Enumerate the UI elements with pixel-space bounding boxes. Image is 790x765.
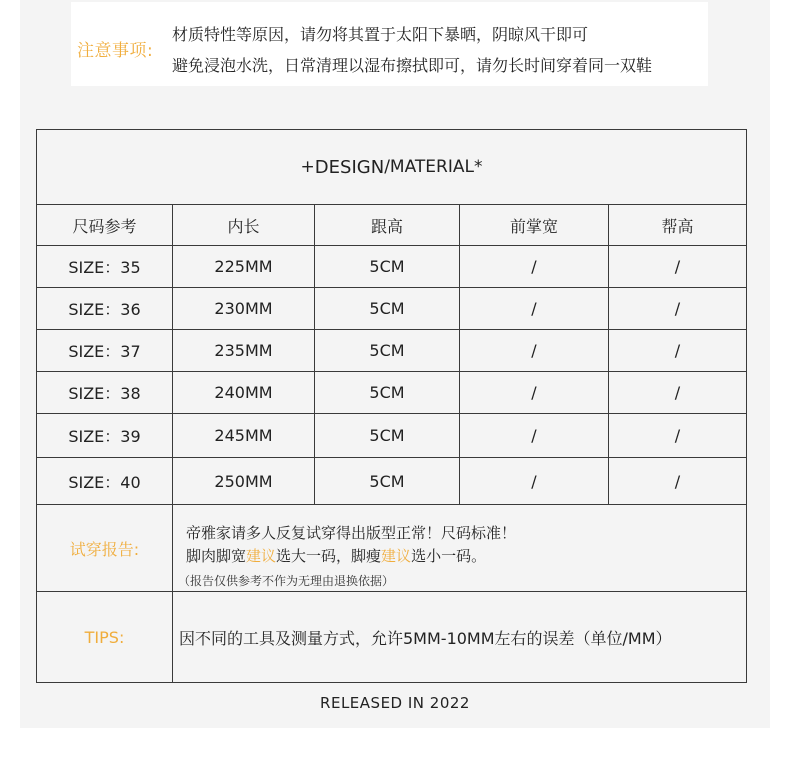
heel-height-cell: 5CM [369, 341, 405, 360]
header-size: 尺码参考 [72, 216, 137, 236]
header-upper-height: 帮高 [661, 216, 694, 236]
title-prefix: + [300, 157, 315, 177]
forefoot-width-cell: / [531, 257, 537, 276]
tips-text: 因不同的工具及测量方式，允许5MM-10MM左右的误差（单位/MM） [179, 628, 672, 648]
title-design: DESIGN [314, 156, 385, 178]
upper-height-cell: / [674, 383, 681, 402]
heel-height-cell: 5CM [369, 471, 405, 491]
upper-height-cell: / [674, 257, 681, 276]
report-line-1: 帝雅家请多人反复试穿得出版型正常！尺码标准！ [186, 524, 517, 542]
forefoot-width-cell: / [531, 471, 537, 491]
forefoot-width-cell: / [531, 426, 537, 445]
heel-height-cell: 5CM [369, 257, 405, 276]
upper-height-cell: / [674, 299, 681, 318]
notice-line-1: 材质特性等原因，请勿将其置于太阳下暴晒，阴晾风干即可 [172, 25, 589, 44]
size-cell: SIZE：36 [68, 300, 141, 319]
forefoot-width-cell: / [531, 299, 537, 318]
header-inner-length: 内长 [227, 216, 260, 236]
report-text: 选小一码。 [411, 547, 487, 565]
size-cell: SIZE：37 [68, 342, 141, 361]
size-table [36, 129, 747, 683]
inner-length-cell: 245MM [214, 426, 273, 445]
care-notice [71, 2, 708, 86]
inner-length-cell: 240MM [214, 383, 273, 402]
upper-height-cell: / [674, 341, 681, 360]
report-text: 选大一码，脚瘦 [276, 547, 382, 565]
size-cell: SIZE：38 [68, 384, 141, 403]
inner-length-cell: 250MM [214, 471, 273, 491]
upper-height-cell: / [674, 426, 681, 445]
inner-length-cell: 230MM [214, 299, 273, 318]
report-label: 试穿报告: [69, 539, 140, 559]
forefoot-width-cell: / [531, 383, 537, 402]
report-line-2 [186, 545, 486, 566]
header-forefoot-width: 前掌宽 [509, 216, 558, 236]
report-highlight: 建议 [246, 547, 277, 565]
notice-line-2: 避免浸泡水洗，日常清理以湿布擦拭即可，请勿长时间穿着同一双鞋 [172, 56, 653, 75]
title-material: /MATERIAL* [384, 157, 483, 177]
release-footer: RELEASED IN 2022 [320, 694, 470, 712]
report-highlight: 建议 [381, 547, 412, 565]
heel-height-cell: 5CM [369, 383, 405, 402]
size-cell: SIZE：35 [68, 258, 141, 277]
heel-height-cell: 5CM [369, 426, 405, 445]
header-heel-height: 跟高 [370, 216, 403, 236]
size-cell: SIZE：39 [68, 427, 141, 446]
tips-label: TIPS: [84, 627, 125, 647]
notice-label: 注意事项: [77, 41, 154, 61]
table-title [37, 130, 746, 204]
report-text: 脚肉脚宽 [186, 547, 247, 565]
inner-length-cell: 225MM [214, 257, 273, 276]
size-cell: SIZE：40 [68, 472, 141, 492]
inner-length-cell: 235MM [214, 341, 273, 360]
forefoot-width-cell: / [531, 341, 537, 360]
upper-height-cell: / [674, 471, 681, 491]
report-disclaimer: （报告仅供参考不作为无理由退换依据） [178, 574, 395, 588]
heel-height-cell: 5CM [369, 299, 405, 318]
